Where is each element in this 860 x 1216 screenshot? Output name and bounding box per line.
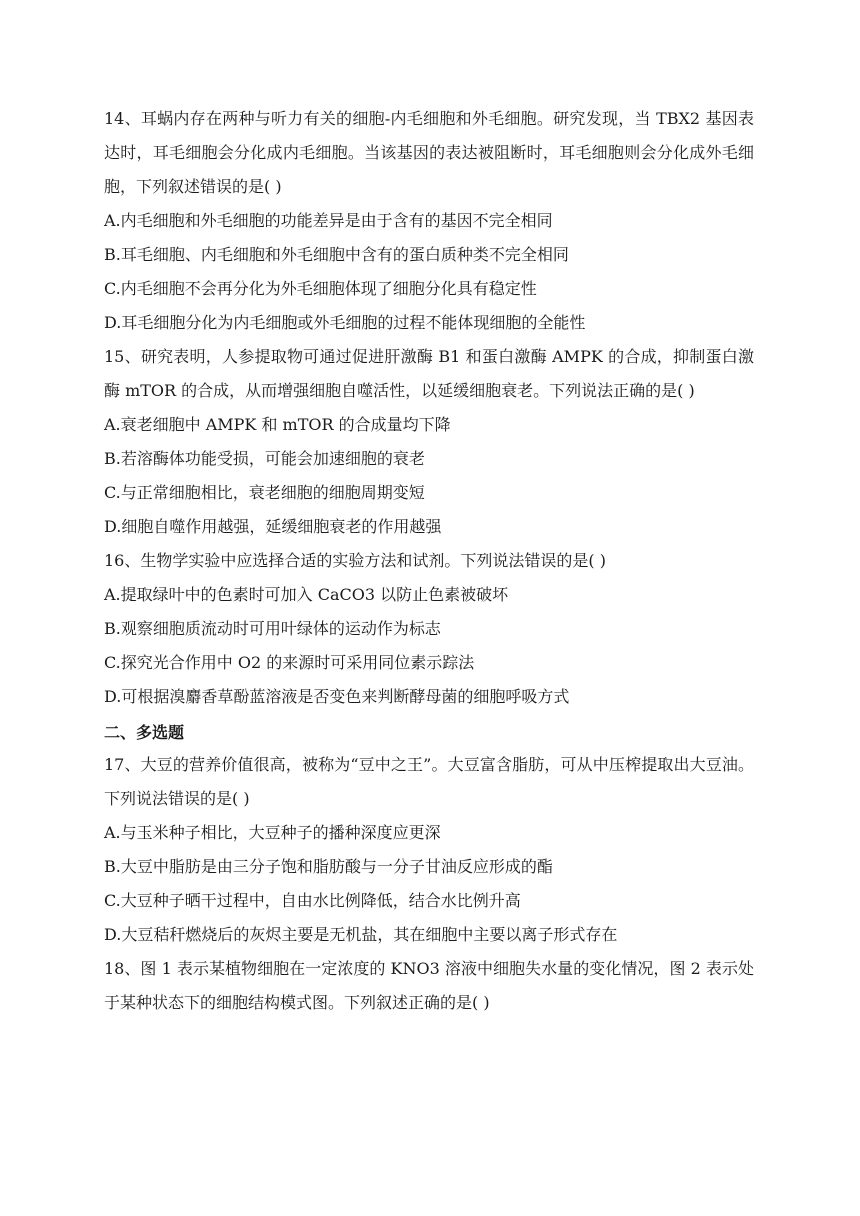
question-17-stem: 17、大豆的营养价值很高，被称为“豆中之王”。大豆富含脂肪，可从中压榨提取出大豆油。下列说法错误的是( ): [104, 755, 754, 808]
question-16-stem: 16、生物学实验中应选择合适的实验方法和试剂。下列说法错误的是( ): [104, 551, 606, 570]
question-18-stem: 18、图 1 表示某植物细胞在一定浓度的 KNO3 溶液中细胞失水量的变化情况，图 2 表示处于某种状态下的细胞结构模式图。下列叙述正确的是( ): [104, 959, 754, 1012]
question-14-option-b: B.耳毛细胞、内毛细胞和外毛细胞中含有的蛋白质种类不完全相同: [104, 245, 569, 264]
question-15-option-c: C.与正常细胞相比，衰老细胞的细胞周期变短: [104, 483, 425, 502]
question-17-option-a: A.与玉米种子相比，大豆种子的播种深度应更深: [104, 823, 441, 842]
question-14-stem: 14、耳蜗内存在两种与听力有关的细胞-内毛细胞和外毛细胞。研究发现，当 TBX2 基因表达时，耳毛细胞会分化成内毛细胞。当该基因的表达被阻断时，耳毛细胞则会分化成外毛细胞，下列叙述错误的是( ): [104, 109, 754, 196]
question-16-option-b: B.观察细胞质流动时可用叶绿体的运动作为标志: [104, 619, 441, 638]
question-17-option-d: D.大豆秸秆燃烧后的灰烬主要是无机盐，其在细胞中主要以离子形式存在: [104, 925, 618, 944]
question-15-option-a: A.衰老细胞中 AMPK 和 mTOR 的合成量均下降: [104, 415, 451, 434]
question-16-option-a: A.提取绿叶中的色素时可加入 CaCO3 以防止色素被破坏: [104, 585, 509, 604]
question-14-option-c: C.内毛细胞不会再分化为外毛细胞体现了细胞分化具有稳定性: [104, 279, 537, 298]
question-15-option-d: D.细胞自噬作用越强，延缓细胞衰老的作用越强: [104, 517, 442, 536]
question-14-option-a: A.内毛细胞和外毛细胞的功能差异是由于含有的基因不完全相同: [104, 211, 553, 230]
question-16-option-d: D.可根据溴麝香草酚蓝溶液是否变色来判断酵母菌的细胞呼吸方式: [104, 687, 570, 706]
question-14-option-d: D.耳毛细胞分化为内毛细胞或外毛细胞的过程不能体现细胞的全能性: [104, 313, 586, 332]
question-16-option-c: C.探究光合作用中 O2 的来源时可采用同位素示踪法: [104, 653, 475, 672]
section-heading-multiple-choice: 二、多选题: [104, 723, 185, 742]
question-content: [104, 102, 754, 1020]
question-15-option-b: B.若溶酶体功能受损，可能会加速细胞的衰老: [104, 449, 425, 468]
question-17-option-b: B.大豆中脂肪是由三分子饱和脂肪酸与一分子甘油反应形成的酯: [104, 857, 553, 876]
question-17-option-c: C.大豆种子晒干过程中，自由水比例降低，结合水比例升高: [104, 891, 521, 910]
question-15-stem: 15、研究表明，人参提取物可通过促进肝激酶 B1 和蛋白激酶 AMPK 的合成，抑制蛋白激酶 mTOR 的合成，从而增强细胞自噬活性，以延缓细胞衰老。下列说法正确的是( ): [104, 347, 754, 400]
